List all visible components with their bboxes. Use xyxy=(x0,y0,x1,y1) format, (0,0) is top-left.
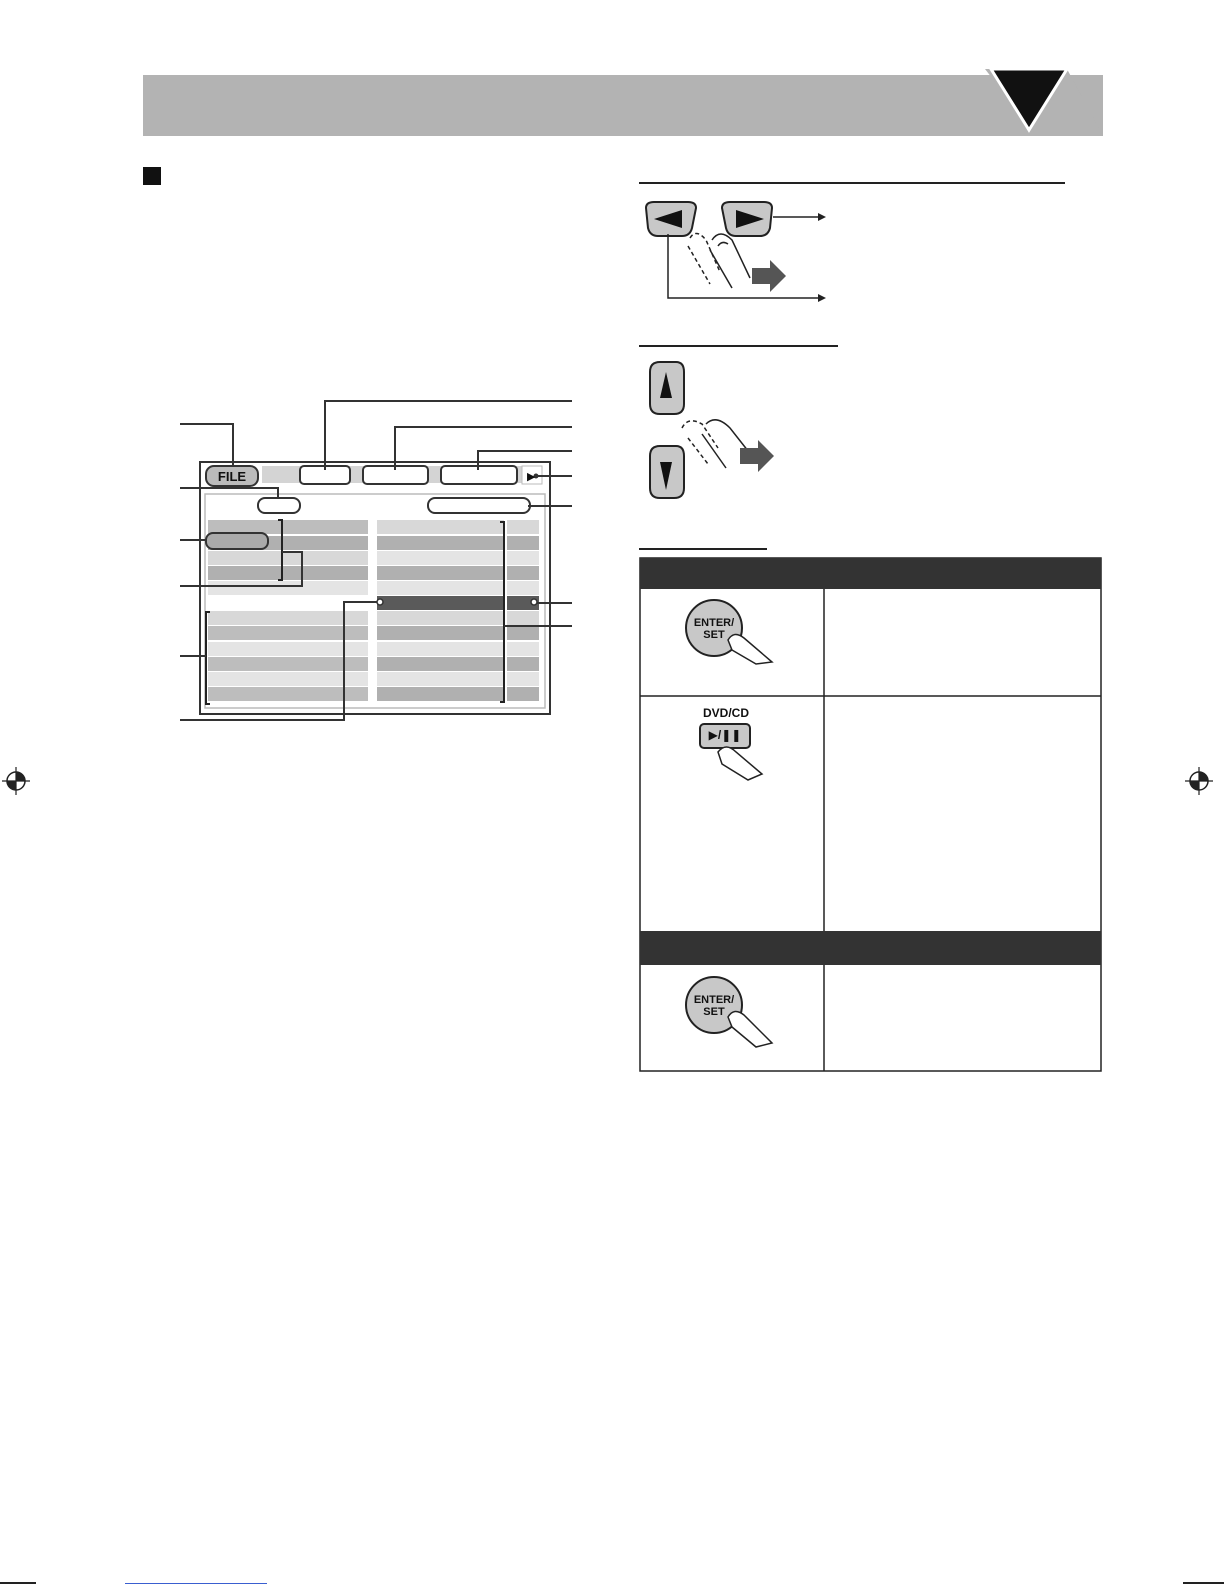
play-pause-label: ▶/❚❚ xyxy=(708,728,742,742)
registration-mark-icon xyxy=(2,767,30,795)
file-label: FILE xyxy=(217,469,247,484)
down-arrow-button-icon xyxy=(650,446,684,498)
section-bullet xyxy=(143,167,161,185)
enter-set-label-line2: SET xyxy=(703,1006,725,1018)
header-triangle-icon xyxy=(985,66,1105,138)
header-band xyxy=(143,75,1103,136)
left-arrow-button-icon xyxy=(646,202,696,236)
section-rule xyxy=(639,345,838,347)
left-right-buttons-illustration xyxy=(640,198,830,308)
up-down-buttons-illustration xyxy=(640,358,790,503)
pressing-finger-icon xyxy=(718,747,762,780)
section-rule xyxy=(639,182,1065,184)
enter-set-label-line1: ENTER/ xyxy=(693,617,735,629)
enter-set-label-line1: ENTER/ xyxy=(693,994,735,1006)
enter-set-label-line2: SET xyxy=(703,629,725,641)
dvdcd-label: DVD/CD xyxy=(702,706,749,720)
section-rule xyxy=(639,548,767,550)
registration-mark-icon xyxy=(1185,767,1213,795)
play-arrow-icon: ▶ xyxy=(527,471,536,483)
pressing-finger-icon xyxy=(688,233,750,288)
right-arrow-button-icon xyxy=(722,202,772,236)
up-arrow-button-icon xyxy=(650,362,684,414)
on-screen-display-diagram xyxy=(170,390,580,730)
